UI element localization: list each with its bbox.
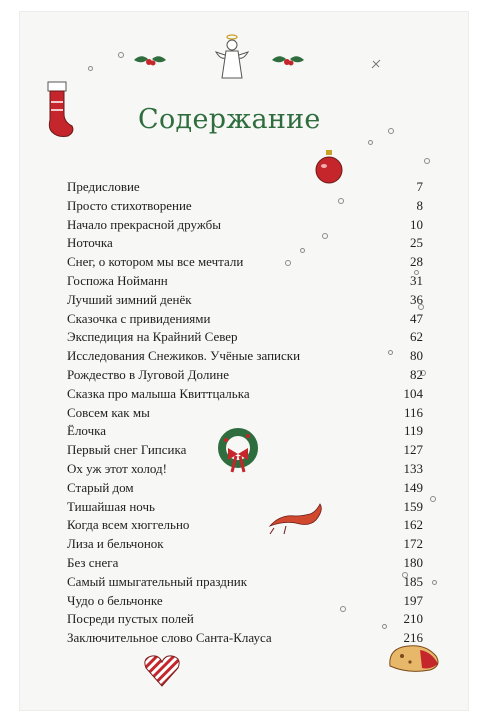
toc-entry-title: Ноточка: [67, 235, 113, 251]
snowflake-dot: [388, 128, 394, 134]
holly-icon: [270, 52, 306, 68]
toc-entry: [67, 197, 423, 216]
toc-entry-page-number: 36: [410, 291, 423, 307]
toc-entry-page-number: 7: [416, 179, 423, 194]
toc-entry-page-number: 133: [403, 460, 423, 476]
toc-entry-title: Заключительное слово Санта-Клауса: [67, 630, 272, 646]
snowflake-dot: [118, 52, 124, 58]
toc-entry-title: Старый дом: [67, 479, 134, 495]
toc-entry: [67, 366, 423, 385]
toc-entry-title: Предисловие: [67, 179, 140, 194]
toc-entry-page-number: 159: [403, 498, 423, 514]
table-of-contents: [67, 178, 423, 648]
heart-icon: [142, 652, 182, 690]
toc-entry-page-number: 62: [410, 329, 423, 345]
toc-entry: [67, 272, 423, 291]
toc-entry-title: Совсем как мы: [67, 404, 150, 420]
toc-entry: [67, 253, 423, 272]
toc-entry: [67, 404, 423, 423]
toc-entry: [67, 422, 423, 441]
toc-entry-page-number: 149: [403, 479, 423, 495]
sparkle-icon: [370, 58, 382, 70]
toc-entry-page-number: 119: [403, 423, 423, 439]
toc-entry: [67, 573, 423, 592]
toc-entry: [67, 385, 423, 404]
toc-entry-title: Самый шмыгательный праздник: [67, 573, 248, 589]
toc-entry: [67, 328, 423, 347]
toc-entry-title: Без снега: [67, 554, 119, 570]
toc-entry-title: Сказочка с привидениями: [67, 310, 211, 326]
toc-entry-page-number: 180: [403, 554, 423, 570]
snowflake-dot: [88, 66, 93, 71]
toc-entry-page-number: 31: [410, 272, 423, 288]
toc-entry: [67, 629, 423, 648]
toc-entry-page-number: 185: [403, 573, 423, 589]
toc-entry-page-number: 210: [403, 611, 423, 627]
toc-entry: [67, 535, 423, 554]
toc-entry-title: Первый снег Гипсика: [67, 442, 187, 458]
toc-entry-page-number: 28: [410, 254, 423, 270]
toc-entry-page-number: 162: [403, 517, 423, 533]
toc-entry-title: Сказка про малыша Квиттцалька: [67, 385, 250, 401]
toc-entry: [67, 441, 423, 460]
toc-entry-page-number: 216: [403, 630, 423, 646]
toc-entry-page-number: 197: [403, 592, 423, 608]
toc-entry-title: Ёлочка: [67, 423, 107, 439]
toc-entry-page-number: 10: [410, 216, 423, 232]
toc-entry: [67, 479, 423, 498]
toc-entry-title: Начало прекрасной дружбы: [67, 216, 221, 232]
toc-entry: [67, 610, 423, 629]
toc-entry-title: Посреди пустых полей: [67, 611, 194, 627]
toc-entry-page-number: 127: [403, 442, 423, 458]
snowflake-dot: [432, 580, 437, 585]
toc-entry-title: Просто стихотворение: [67, 197, 192, 213]
toc-entry: [67, 216, 423, 235]
toc-entry-page-number: 116: [403, 404, 423, 420]
toc-entry-title: Ох уж этот холод!: [67, 460, 167, 476]
toc-entry: [67, 498, 423, 517]
snowflake-dot: [424, 158, 430, 164]
toc-entry-title: Экспедиция на Крайний Север: [67, 329, 238, 345]
toc-entry-page-number: 82: [410, 366, 423, 382]
toc-entry-page-number: 25: [410, 235, 423, 251]
toc-entry-title: Госпожа Нойманн: [67, 272, 168, 288]
toc-entry: [67, 347, 423, 366]
toc-entry: [67, 178, 423, 197]
toc-entry-page-number: 47: [410, 310, 423, 326]
toc-entry: [67, 234, 423, 253]
toc-entry: [67, 310, 423, 329]
angel-icon: [212, 32, 252, 84]
toc-entry-page-number: 8: [416, 197, 423, 213]
toc-entry-page-number: 80: [410, 348, 423, 364]
toc-entry-title: Лучший зимний денёк: [67, 291, 192, 307]
toc-entry-title: Лиза и бельчонок: [67, 536, 164, 552]
toc-entry-title: Тишайшая ночь: [67, 498, 155, 514]
toc-entry-title: Снег, о котором мы все мечтали: [67, 254, 244, 270]
page-title: Содержание: [138, 104, 321, 135]
book-page: [20, 12, 468, 710]
stocking-icon: [42, 80, 76, 140]
snowflake-dot: [368, 140, 373, 145]
toc-entry-title: Рождество в Луговой Долине: [67, 366, 230, 382]
toc-entry-title: Исследования Снежиков. Учёные записки: [67, 348, 301, 364]
toc-entry: [67, 460, 423, 479]
toc-entry-title: Когда всем хюггельно: [67, 517, 190, 533]
toc-entry: [67, 592, 423, 611]
toc-entry-title: Чудо о бельчонке: [67, 592, 163, 608]
toc-entry-page-number: 104: [403, 385, 423, 401]
toc-entry: [67, 554, 423, 573]
toc-entry-page-number: 172: [403, 536, 423, 552]
holly-icon: [132, 52, 168, 68]
snowflake-dot: [430, 496, 436, 502]
toc-entry: [67, 516, 423, 535]
toc-entry: [67, 291, 423, 310]
